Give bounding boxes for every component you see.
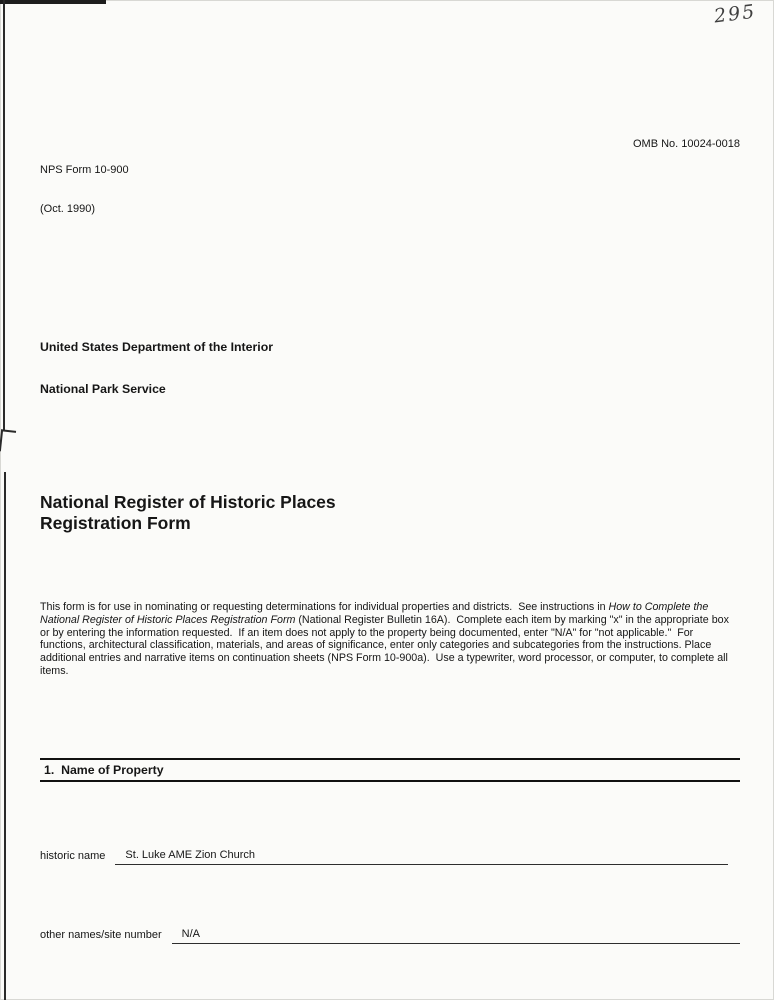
form-meta-row: [40, 72, 740, 242]
section1-header: [40, 758, 740, 782]
form-date: (Oct. 1990): [40, 203, 96, 215]
omb-number: OMB No. 10024-0018: [632, 138, 740, 150]
scan-edge-line: [3, 0, 5, 430]
form-title: [40, 492, 740, 534]
instructions-paragraph: [40, 601, 740, 678]
historic-name-row: [40, 849, 740, 865]
other-names-label: other names/site number: [40, 928, 162, 941]
historic-name-field: [115, 849, 728, 865]
agency-service: National Park Service: [40, 382, 166, 396]
form-title-line2: Registration Form: [40, 513, 191, 533]
form-number-block: [40, 138, 129, 242]
instructions-text: This form is for use in nominating or requesting determinations for individual properties and districts. See instructions in: [40, 601, 609, 613]
agency-dept: United States Department of the Interior: [40, 340, 273, 354]
section1-heading: 1. Name of Property: [44, 762, 164, 777]
other-names-field: [172, 928, 740, 944]
handwritten-page-number: 295: [712, 0, 758, 28]
instructions-text: (National Register Bulletin 16A). Complete each item by marking "x" in the appropriate box or by entering the information requested. If an item does not apply to the property being documented, enter "N/A" for "not applicable." For functions, architectural classification, materials, and areas of significance, enter only categories and subcategories from the instructions. Place additional entries and narrative items on continuation sheets (NPS Form 10-900a). Use a typewriter, word processor, or computer, to complete all items.: [40, 613, 732, 677]
scan-pencil-mark: [0, 429, 16, 452]
agency-block: [40, 312, 740, 424]
other-names-value: N/A: [181, 927, 201, 940]
scan-edge-line: [4, 472, 6, 1000]
other-names-row: [40, 928, 740, 944]
historic-name-value: St. Luke AME Zion Church: [125, 848, 256, 861]
historic-name-label: historic name: [40, 849, 106, 862]
form-number: NPS Form 10-900: [40, 164, 129, 176]
instructions-italic-title: How to Complete the National Register of Historic Places Registration Form: [40, 601, 712, 626]
form-title-line1: National Register of Historic Places: [40, 492, 336, 512]
